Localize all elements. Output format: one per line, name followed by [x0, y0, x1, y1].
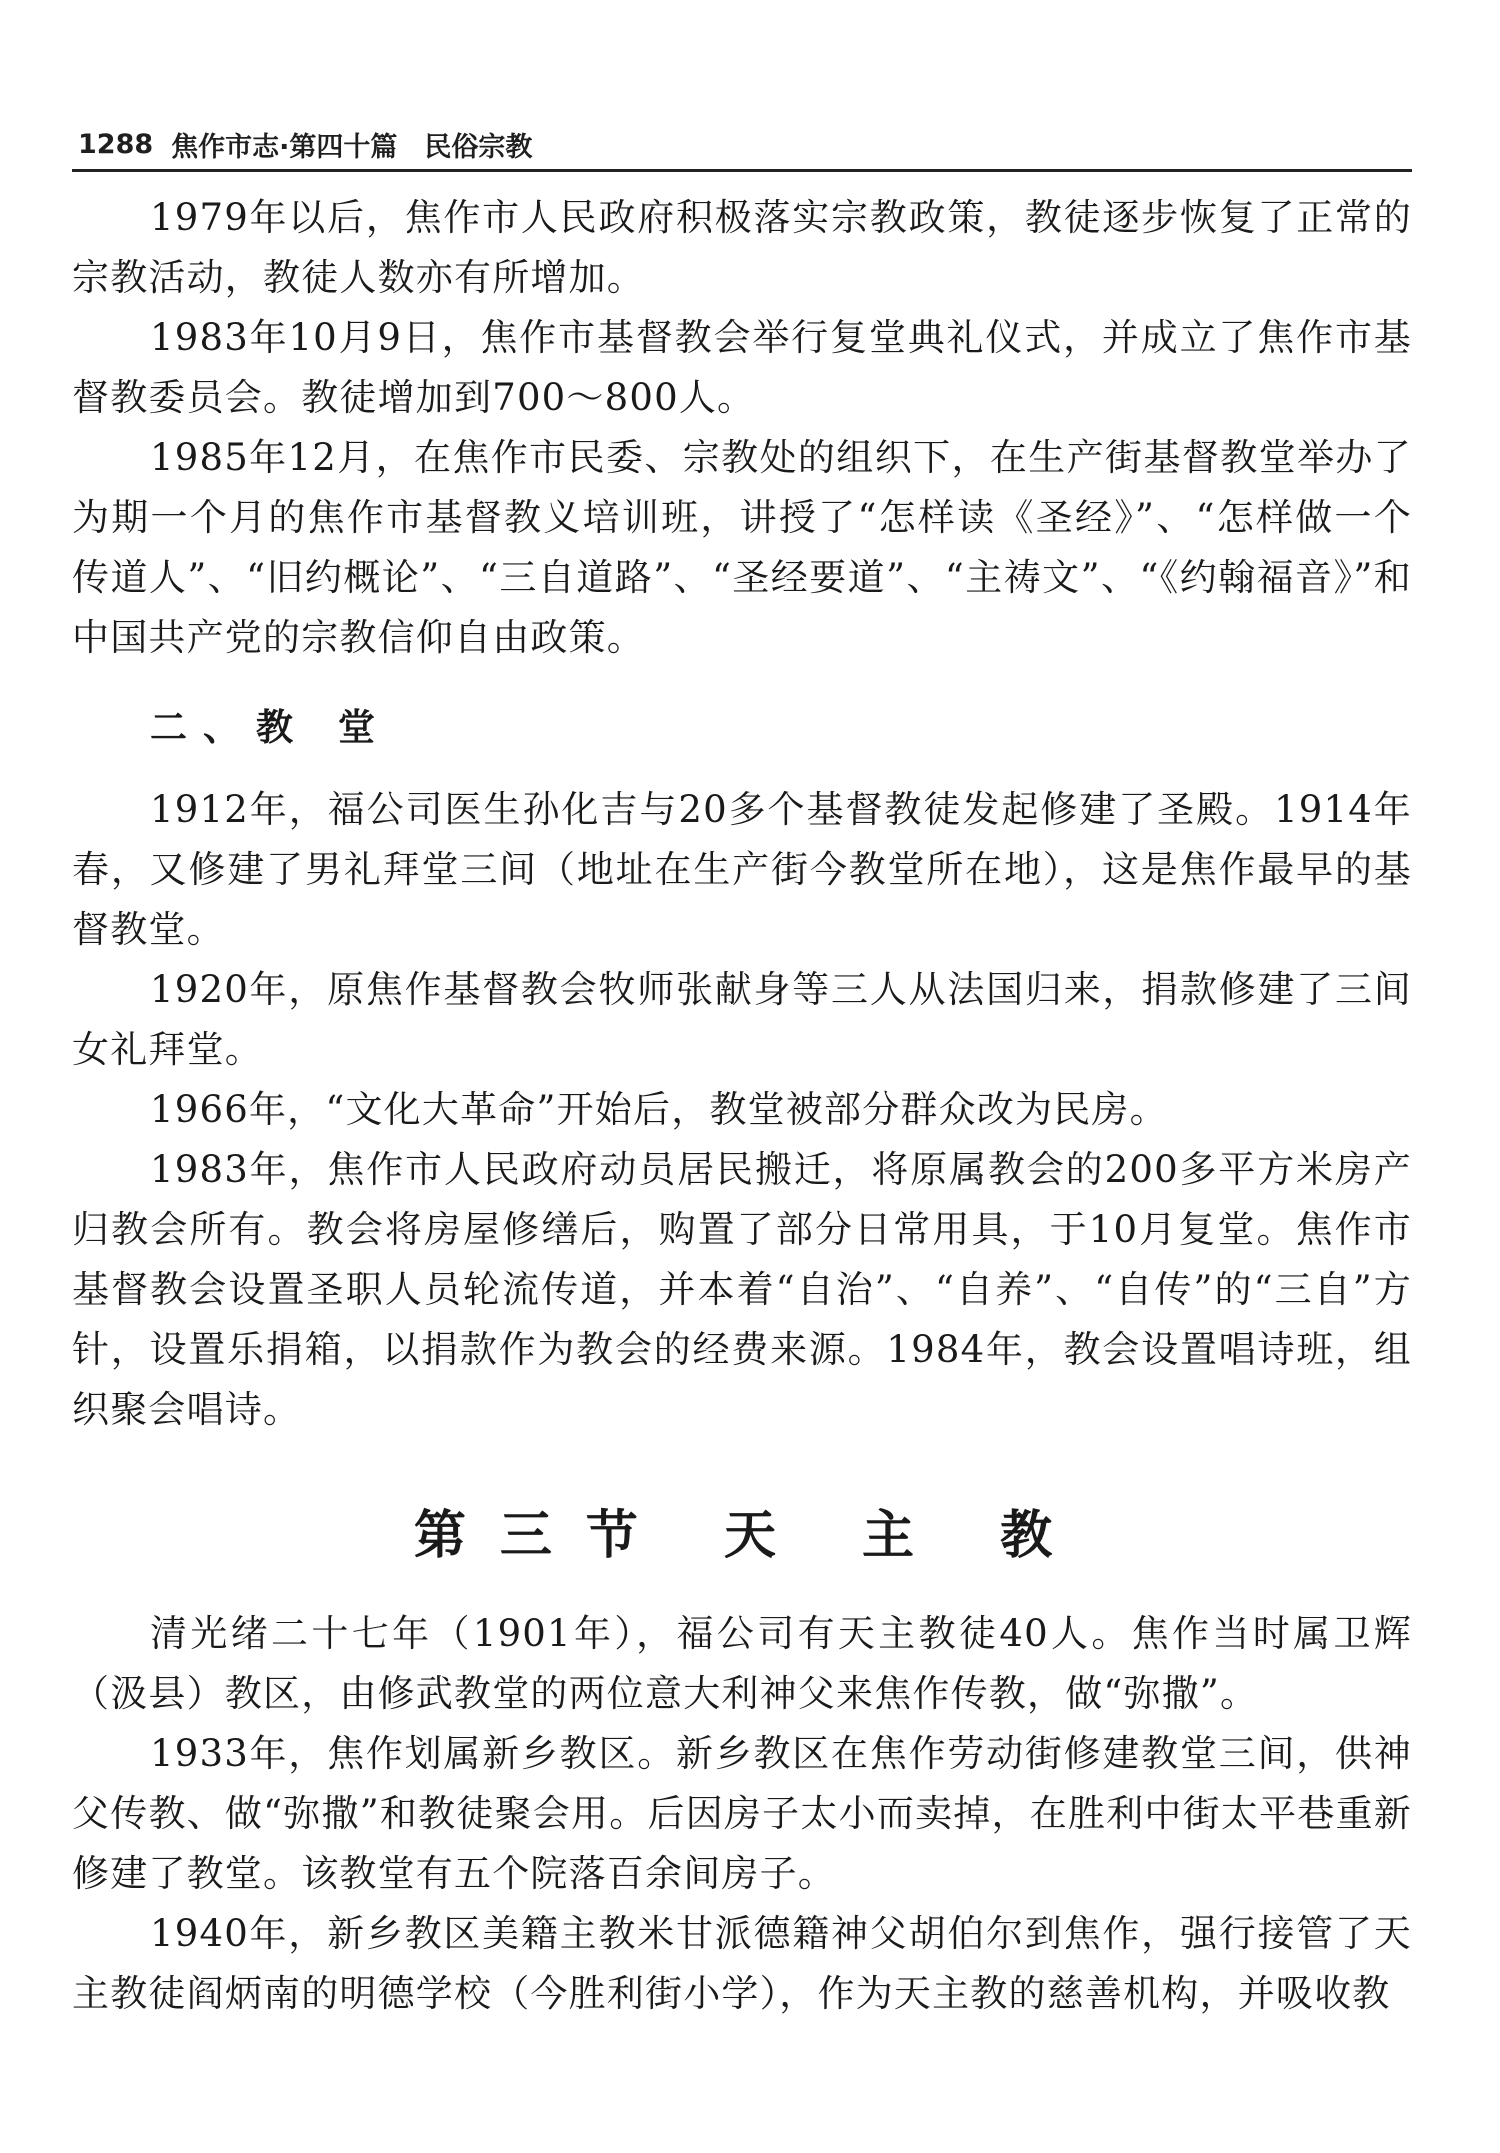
chapter-heading-catholic: 第三节 天 主 教: [413, 1505, 1087, 1566]
paragraph-1920: 1920年，原焦作基督教会牧师张献身等三人从法国归来，捐款修建了三间女礼拜堂。: [72, 968, 1412, 1071]
section-heading-church: 二、教 堂: [150, 706, 391, 749]
header-rule: [72, 169, 1412, 172]
paragraph-1979: 1979年以后，焦作市人民政府积极落实宗教政策，教徒逐步恢复了正常的宗教活动，教徒人数亦有所增加。: [72, 196, 1412, 299]
paragraph-1983-church: 1983年，焦作市人民政府动员居民搬迁，将原属教会的200多平方米房产归教会所有。教会将房屋修缮后，购置了部分日常用具，于10月复堂。焦作市基督教会设置圣职人员轮流传道，并本着“自治”、“自养”、“自传”的“三自”方针，设置乐捐箱，以捐款作为教会的经费来源。1984年，教会设置唱诗班，组织聚会唱诗。: [72, 1148, 1412, 1431]
paragraph-1933: 1933年，焦作划属新乡教区。新乡教区在焦作劳动街修建教堂三间，供神父传教、做“弥撒”和教徒聚会用。后因房子太小而卖掉，在胜利中街太平巷重新修建了教堂。该教堂有五个院落百余间房子。: [72, 1732, 1412, 1895]
paragraph-1966: 1966年，“文化大革命”开始后，教堂被部分群众改为民房。: [150, 1088, 1168, 1131]
paragraph-1985: 1985年12月，在焦作市民委、宗教处的组织下，在生产街基督教堂举办了为期一个月的焦作市基督教义培训班，讲授了“怎样读《圣经》”、“怎样做一个传道人”、“旧约概论”、“三自道路”、“圣经要道”、“主祷文”、“《约翰福音》”和中国共产党的宗教信仰自由政策。: [72, 436, 1412, 659]
paragraph-1940: 1940年，新乡教区美籍主教米甘派德籍神父胡伯尔到焦作，强行接管了天主教徒阎炳南的明德学校（今胜利街小学），作为天主教的慈善机构，并吸收教: [72, 1912, 1412, 2015]
paragraph-1901: 清光绪二十七年（1901年），福公司有天主教徒40人。焦作当时属卫辉（汲县）教区，由修武教堂的两位意大利神父来焦作传教，做“弥撒”。: [72, 1612, 1412, 1715]
paragraph-1983-oct: 1983年10月9日，焦作市基督教会举行复堂典礼仪式，并成立了焦作市基督教委员会。教徒增加到700～800人。: [72, 316, 1412, 419]
page-number: 1288: [78, 128, 154, 160]
header-title: 焦作市志·第四十篇 民俗宗教: [171, 131, 533, 163]
paragraph-1912: 1912年，福公司医生孙化吉与20多个基督教徒发起修建了圣殿。1914年春，又修建了男礼拜堂三间（地址在生产街今教堂所在地），这是焦作最早的基督教堂。: [72, 788, 1412, 951]
running-header: [78, 122, 532, 166]
